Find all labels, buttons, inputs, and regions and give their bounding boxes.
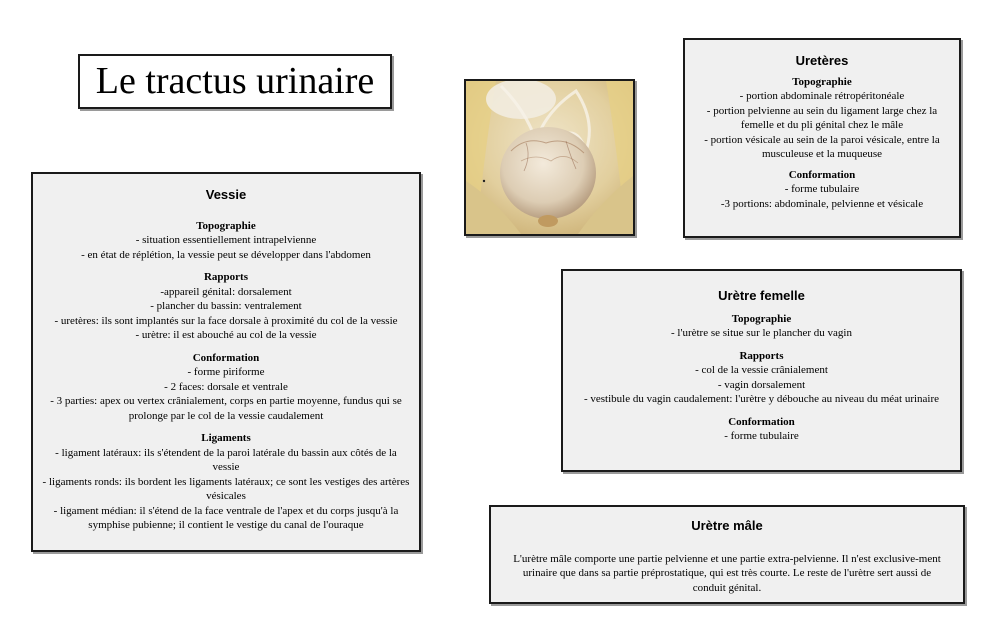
uretre-femelle-panel — [561, 269, 962, 472]
vessie-conformation — [41, 351, 411, 424]
text-line: - forme tubulaire — [784, 183, 860, 195]
text-line: - 3 parties: apex ou vertex crânialement, corps en partie moyenne, fundus qui se prolonge par le col de la vessie caudalement — [50, 395, 402, 422]
vessie-ligaments — [41, 431, 411, 533]
ureteres-conformation — [691, 168, 953, 212]
uretre-male-panel — [489, 505, 965, 604]
text-line: - urètre: il est abouché au col de la vessie — [135, 329, 317, 341]
text-line: - col de la vessie crânialement — [695, 364, 828, 376]
ureteres-topographie — [691, 75, 953, 162]
section-title: Conformation — [728, 415, 795, 428]
vessie-panel — [31, 172, 421, 552]
text-line: - situation essentiellement intrapelvienne — [135, 234, 317, 246]
uretre-male-text: L'urètre mâle comporte une partie pelvienne et une partie extra-pelvienne. Il n'est exclusive-ment urinaire que dans sa partie préprostatique, qui est très courte. Le reste de l'urètre sert aussi de conduit génital. — [513, 552, 941, 594]
uretre-femelle-heading: Urètre femelle — [718, 288, 805, 303]
section-title: Topographie — [792, 75, 852, 88]
text-line: - ligament latéraux: ils s'étendent de la paroi latérale du bassin aux côtés de la vessie — [55, 446, 397, 473]
text-line: - 2 faces: dorsale et ventrale — [164, 380, 288, 393]
text-line: - ligament médian: il s'étend de la face ventrale de l'apex et du corps jusqu'à la symphise pubienne; il contient le vestige du canal de l'ouraque — [53, 504, 399, 531]
text-line: - portion abdominale rétropéritonéale — [739, 90, 905, 102]
text-line: - en état de réplétion, la vessie peut se développer dans l'abdomen — [81, 248, 371, 261]
page-title: Le tractus urinaire — [78, 54, 392, 109]
uretre-male-heading: Urètre mâle — [691, 518, 763, 533]
vessie-topographie — [41, 219, 411, 263]
text-line: - l'urètre se situe sur le plancher du vagin — [671, 327, 852, 339]
text-line: - forme tubulaire — [724, 430, 799, 442]
section-title: Conformation — [192, 351, 260, 364]
text-line: - vestibule du vagin caudalement: l'urètre y débouche au niveau du méat urinaire — [583, 393, 940, 405]
text-line: -appareil génital: dorsalement — [160, 285, 292, 298]
bladder-photo-image — [466, 81, 633, 234]
section-title: Topographie — [731, 312, 792, 325]
text-line: - plancher du bassin: ventralement — [150, 300, 302, 312]
text-line: -3 portions: abdominale, pelvienne et vésicale — [720, 197, 924, 210]
ureteres-heading: Uretères — [795, 53, 849, 68]
section-title: Ligaments — [201, 432, 251, 444]
text-line: - ligaments ronds: ils bordent les ligaments latéraux; ce sont les vestiges des artères vésicales — [42, 475, 410, 502]
section-title: Conformation — [788, 168, 856, 181]
uretre-femelle-topographie — [569, 312, 954, 341]
text-line: - uretères: ils sont implantés sur la face dorsale à proximité du col de la vessie — [54, 314, 398, 327]
ureteres-panel — [683, 38, 961, 238]
section-title: Rapports — [739, 349, 784, 362]
uretre-femelle-rapports — [569, 349, 954, 407]
vessie-heading: Vessie — [205, 187, 247, 202]
text-line: - portion pelvienne au sein du ligament large chez la femelle et du pli génital chez le mâle — [706, 104, 938, 131]
text-line: - vagin dorsalement — [717, 378, 806, 391]
vessie-rapports — [41, 270, 411, 343]
bladder-photo — [464, 79, 635, 236]
text-line: - forme piriforme — [187, 366, 265, 378]
section-title: Rapports — [203, 271, 248, 283]
uretre-femelle-conformation — [569, 415, 954, 444]
section-title: Topographie — [196, 219, 256, 232]
text-line: - portion vésicale au sein de la paroi vésicale, entre la musculeuse et la muqueuse — [704, 133, 940, 160]
